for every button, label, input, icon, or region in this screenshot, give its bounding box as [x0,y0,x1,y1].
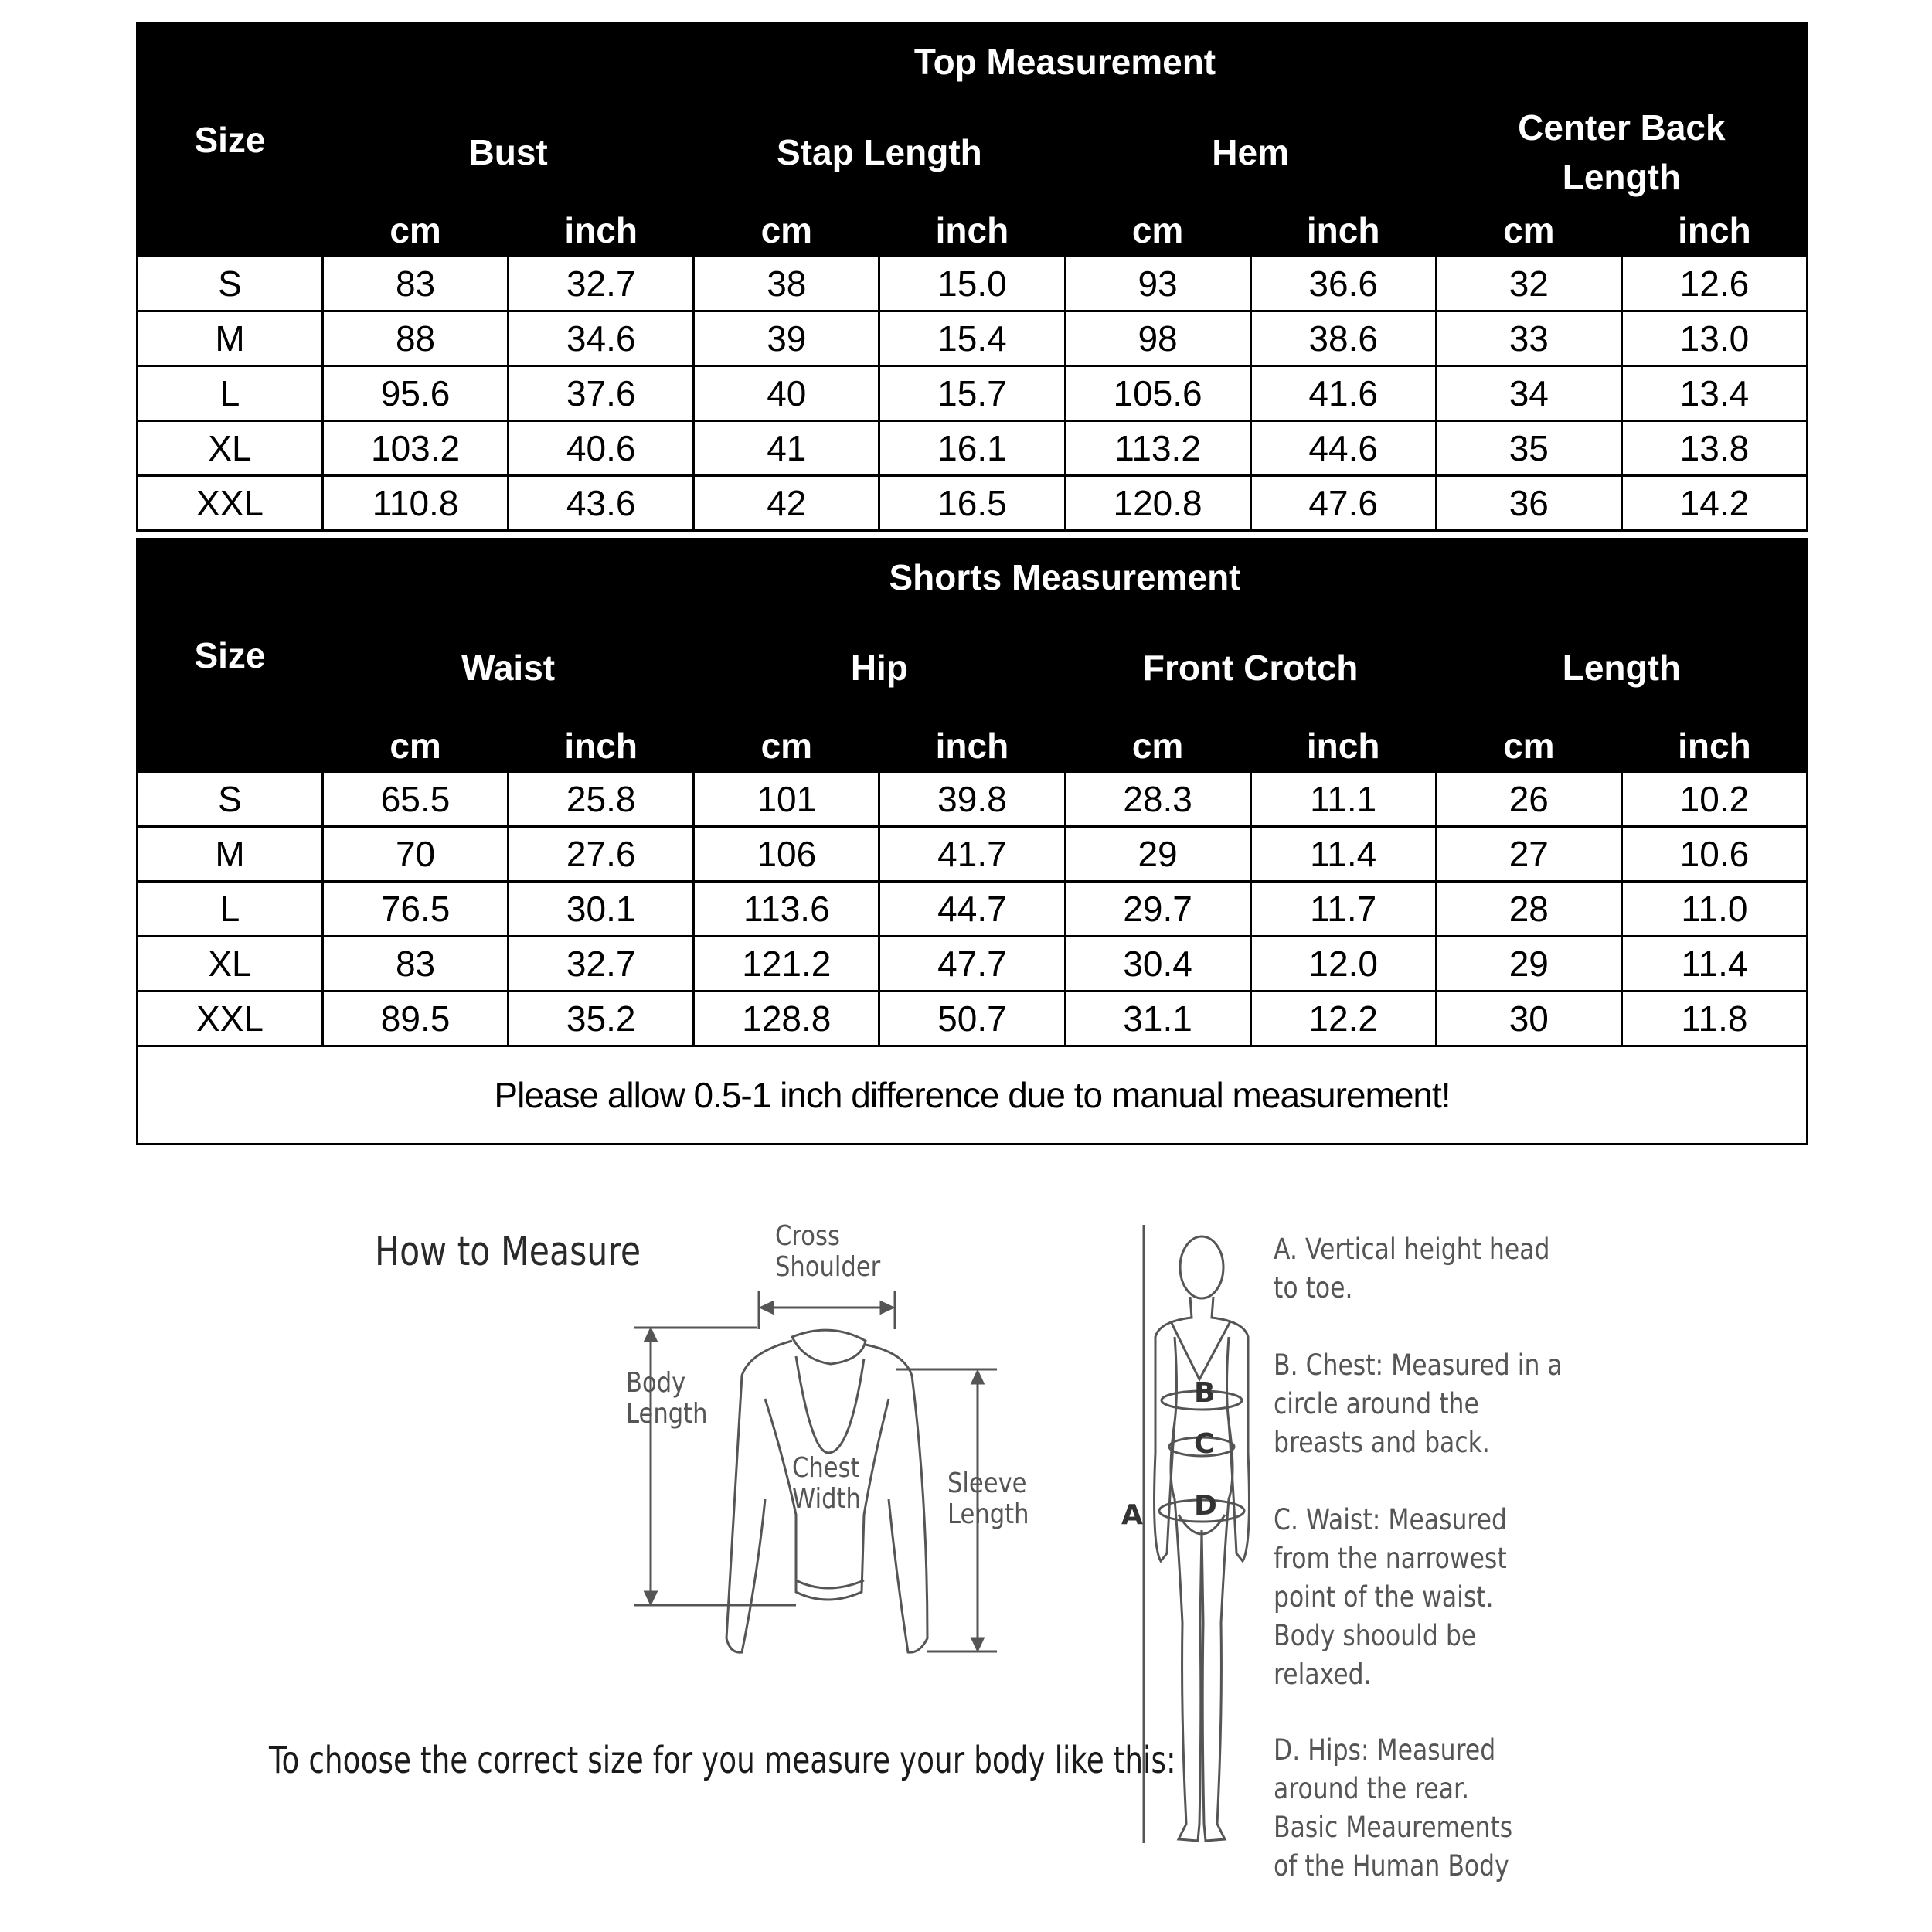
measurement-cell: 106 [694,827,879,882]
note-row [138,1046,1808,1145]
measurement-cell: 12.2 [1250,992,1436,1046]
description-d: D. Hips: Measured around the rear. Basic Meaurements of the Human Body [1274,1733,1513,1883]
measurement-cell: 120.8 [1065,476,1250,531]
group-header-label: Front Crotch [1142,648,1359,688]
group-header-row [138,100,1808,205]
marker-a: A [1121,1499,1143,1531]
size-cell: XL [138,937,323,992]
size-cell: XXL [138,476,323,531]
body-length-label: Body Length [626,1367,708,1430]
measurement-cell: 95.6 [323,366,509,421]
measurement-cell: 27.6 [509,827,694,882]
unit-header: cm [1065,720,1250,772]
measurement-cell: 30.1 [509,882,694,937]
table-row [138,257,1808,311]
group-header [1065,100,1436,205]
measurement-cell: 93 [1065,257,1250,311]
measurement-cell: 34.6 [509,311,694,366]
measurement-cell: 28 [1436,882,1621,937]
size-cell: XXL [138,992,323,1046]
measurement-cell: 29 [1065,827,1250,882]
measurement-cell: 44.7 [879,882,1065,937]
measurement-cell: 26 [1436,772,1621,827]
measurement-cell: 15.4 [879,311,1065,366]
measurement-cell: 11.1 [1250,772,1436,827]
unit-header: cm [1436,720,1621,772]
measurement-cell: 65.5 [323,772,509,827]
size-header: Size [138,24,323,257]
measurement-cell: 41 [694,421,879,476]
group-header-label: Stap Length [776,132,982,172]
group-header-label: Center Back Length [1518,107,1726,197]
measurement-cell: 121.2 [694,937,879,992]
measurement-cell: 28.3 [1065,772,1250,827]
group-header-label: Length [1562,648,1682,688]
group-header-label: Bust [468,132,548,172]
measurement-cell: 110.8 [323,476,509,531]
measurement-cell: 15.0 [879,257,1065,311]
group-header [1436,616,1807,720]
size-header: Size [138,539,323,772]
measurement-cell: 13.8 [1621,421,1807,476]
size-cell: XL [138,421,323,476]
description-a: A. Vertical height head to toe. [1274,1233,1550,1304]
measurement-cell: 15.7 [879,366,1065,421]
measurement-cell: 12.0 [1250,937,1436,992]
table-row [138,311,1808,366]
table-title: Top Measurement [323,24,1808,100]
measurement-cell: 11.8 [1621,992,1807,1046]
group-header [323,100,694,205]
marker-d: D [1194,1490,1217,1522]
body-figure [1113,1221,1267,1862]
unit-header: cm [323,720,509,772]
size-cell: M [138,311,323,366]
table-row [138,937,1808,992]
unit-header: inch [1250,720,1436,772]
measurement-cell: 13.0 [1621,311,1807,366]
measurement-cell: 29.7 [1065,882,1250,937]
measurement-cell: 42 [694,476,879,531]
measurement-cell: 40 [694,366,879,421]
measurement-cell: 38 [694,257,879,311]
measurement-note: Please allow 0.5-1 inch difference due to manual measurement! [138,1046,1808,1145]
group-header-row [138,616,1808,720]
measurement-cell: 101 [694,772,879,827]
unit-header: cm [694,205,879,257]
table-row [138,992,1808,1046]
measurement-cell: 34 [1436,366,1621,421]
unit-header: inch [1621,720,1807,772]
group-header [694,100,1065,205]
group-header-label: Hem [1212,132,1289,172]
measurement-cell: 76.5 [323,882,509,937]
unit-header: inch [879,720,1065,772]
measurement-cell: 11.7 [1250,882,1436,937]
measurement-cell: 37.6 [509,366,694,421]
size-cell: L [138,366,323,421]
measurement-cell: 39.8 [879,772,1065,827]
measurement-cell: 70 [323,827,509,882]
measurement-cell: 40.6 [509,421,694,476]
measurement-cell: 32.7 [509,257,694,311]
top-measurement-table [136,22,1808,532]
chest-width-label: Chest Width [792,1452,861,1515]
unit-header: inch [879,205,1065,257]
group-header-label: Waist [461,648,556,688]
measurement-cell: 16.5 [879,476,1065,531]
measurement-cell: 13.4 [1621,366,1807,421]
size-cell: S [138,257,323,311]
unit-header: cm [694,720,879,772]
measurement-cell: 30 [1436,992,1621,1046]
unit-header-row [138,720,1808,772]
measurement-cell: 14.2 [1621,476,1807,531]
unit-header: inch [509,205,694,257]
measurement-cell: 41.7 [879,827,1065,882]
measurement-cell: 83 [323,257,509,311]
measurement-cell: 44.6 [1250,421,1436,476]
measurement-cell: 36 [1436,476,1621,531]
measurement-cell: 16.1 [879,421,1065,476]
measurement-cell: 32.7 [509,937,694,992]
table-row [138,366,1808,421]
measurement-cell: 29 [1436,937,1621,992]
description-c: C. Waist: Measured from the narrowest point of the waist. Body shoould be relaxed. [1274,1503,1507,1691]
measurement-cell: 47.6 [1250,476,1436,531]
table-row [138,476,1808,531]
unit-header: inch [1250,205,1436,257]
size-cell: M [138,827,323,882]
measurement-cell: 10.2 [1621,772,1807,827]
measurement-cell: 10.6 [1621,827,1807,882]
cross-shoulder-label: Cross Shoulder [775,1220,881,1283]
unit-header: cm [1436,205,1621,257]
group-header [1436,100,1807,205]
shorts-measurement-table [136,538,1808,1145]
measurement-cell: 128.8 [694,992,879,1046]
description-b: B. Chest: Measured in a circle around the breasts and back. [1274,1349,1563,1459]
measurement-cell: 47.7 [879,937,1065,992]
group-header-label: Hip [850,648,908,688]
measurement-cell: 32 [1436,257,1621,311]
table-row [138,882,1808,937]
measurement-cell: 35.2 [509,992,694,1046]
measurement-cell: 11.4 [1250,827,1436,882]
measurement-cell: 11.4 [1621,937,1807,992]
measurement-cell: 35 [1436,421,1621,476]
measurement-cell: 38.6 [1250,311,1436,366]
measurement-cell: 113.2 [1065,421,1250,476]
measurement-cell: 88 [323,311,509,366]
table-title: Shorts Measurement [323,539,1808,616]
how-to-measure-title: How to Measure [375,1229,641,1275]
measurement-cell: 25.8 [509,772,694,827]
measurement-cell: 30.4 [1065,937,1250,992]
measurement-cell: 89.5 [323,992,509,1046]
group-header [323,616,694,720]
measurement-cell: 50.7 [879,992,1065,1046]
measurement-cell: 41.6 [1250,366,1436,421]
measurement-cell: 83 [323,937,509,992]
table-row [138,772,1808,827]
unit-header: cm [323,205,509,257]
measurement-cell: 12.6 [1621,257,1807,311]
group-header [1065,616,1436,720]
unit-header: inch [1621,205,1807,257]
sleeve-length-label: Sleeve Length [947,1468,1029,1530]
measurement-cell: 105.6 [1065,366,1250,421]
size-cell: S [138,772,323,827]
measurement-cell: 113.6 [694,882,879,937]
measurement-cell: 36.6 [1250,257,1436,311]
measurement-cell: 98 [1065,311,1250,366]
measurement-cell: 39 [694,311,879,366]
table-row [138,421,1808,476]
measurement-cell: 11.0 [1621,882,1807,937]
measurement-cell: 33 [1436,311,1621,366]
unit-header: inch [509,720,694,772]
measurement-cell: 27 [1436,827,1621,882]
group-header [694,616,1065,720]
marker-b: B [1194,1377,1216,1409]
measurement-cell: 103.2 [323,421,509,476]
marker-c: C [1194,1428,1215,1460]
how-to-measure-caption: To choose the correct size for you measure your body like this: [269,1739,1176,1782]
unit-header-row [138,205,1808,257]
size-cell: L [138,882,323,937]
unit-header: cm [1065,205,1250,257]
measurement-cell: 31.1 [1065,992,1250,1046]
measurement-cell: 43.6 [509,476,694,531]
table-row [138,827,1808,882]
